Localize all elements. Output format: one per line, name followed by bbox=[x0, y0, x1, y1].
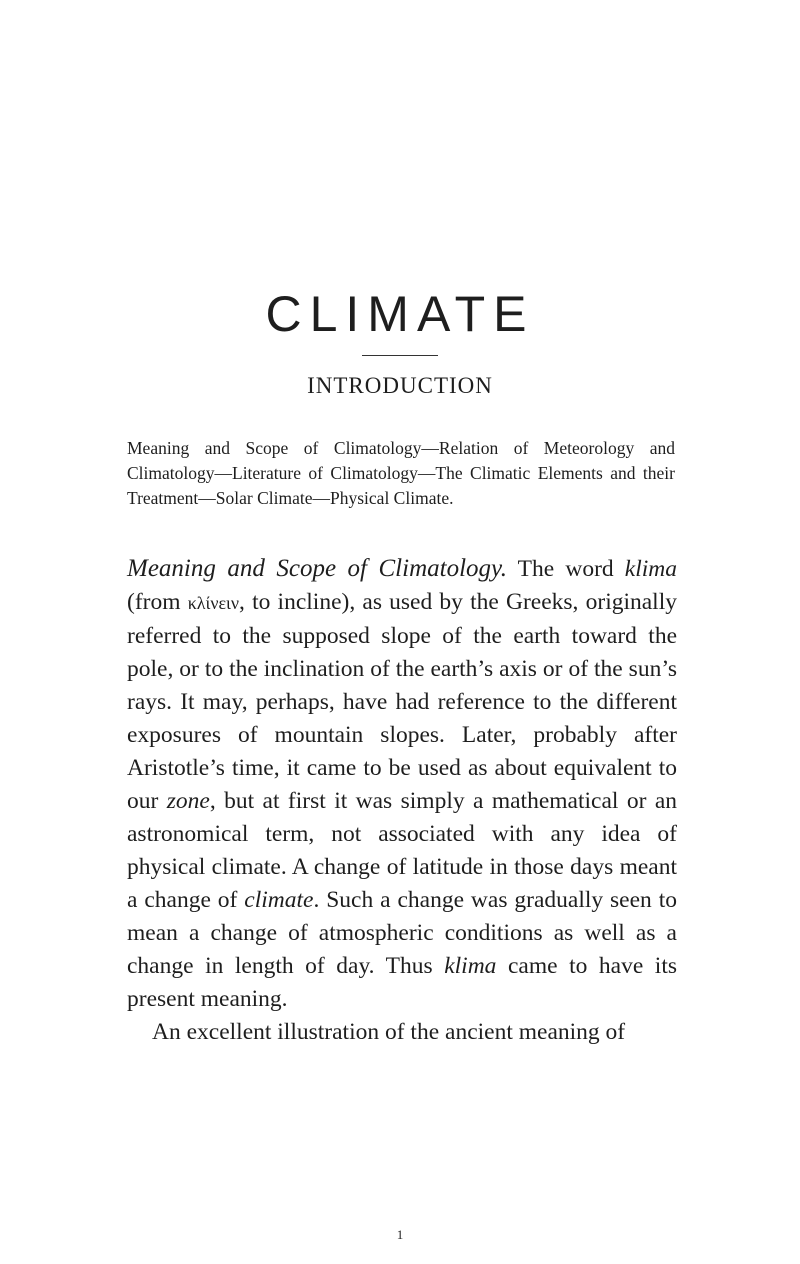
term-klima: klima bbox=[444, 953, 497, 979]
paragraph-1 bbox=[127, 552, 677, 1016]
paragraph-2: An excellent illustration of the ancient meaning of bbox=[152, 1019, 626, 1045]
text-run: , to incline), as used by the Greeks, originally referred to the supposed slope of the earth toward the pole, or to the inclination of the earth’s axis or of the sun’s rays. It may, perhaps, have had reference to the different exposures of mountain slopes. Later, probably after Aristotle’s time, it came to be used as about equivalent to our bbox=[127, 589, 677, 814]
term-klima: klima bbox=[624, 556, 677, 582]
chapter-subtitle: INTRODUCTION bbox=[307, 373, 493, 398]
term-climate: climate bbox=[244, 887, 314, 913]
title-divider bbox=[362, 355, 438, 356]
body-text bbox=[127, 552, 677, 1049]
text-run: came to have its present meaning. bbox=[127, 953, 677, 1012]
text-run: . Such a change was gradually seen to mean a change of atmospheric conditions as well as a change in length of day. Thus bbox=[127, 887, 677, 979]
text-run: (from bbox=[127, 589, 188, 615]
chapter-summary: Meaning and Scope of Climatology—Relation of Meteorology and Climatology—Literature of Climatology—The Climatic Elements and their Treatment—Solar Climate—Physical Climate. bbox=[127, 438, 675, 508]
term-zone: zone bbox=[166, 788, 210, 814]
page-number: 1 bbox=[396, 1227, 404, 1242]
greek-word: κλίνειν bbox=[187, 593, 240, 613]
chapter-title: CLIMATE bbox=[265, 286, 535, 342]
text-run: , but at first it was simply a mathematical or an astronomical term, not associated with any idea of physical climate. A change of latitude in those days meant a change of bbox=[127, 788, 678, 913]
section-heading: Meaning and Scope of Climatology. bbox=[127, 555, 507, 582]
text-run: The word bbox=[506, 556, 625, 582]
